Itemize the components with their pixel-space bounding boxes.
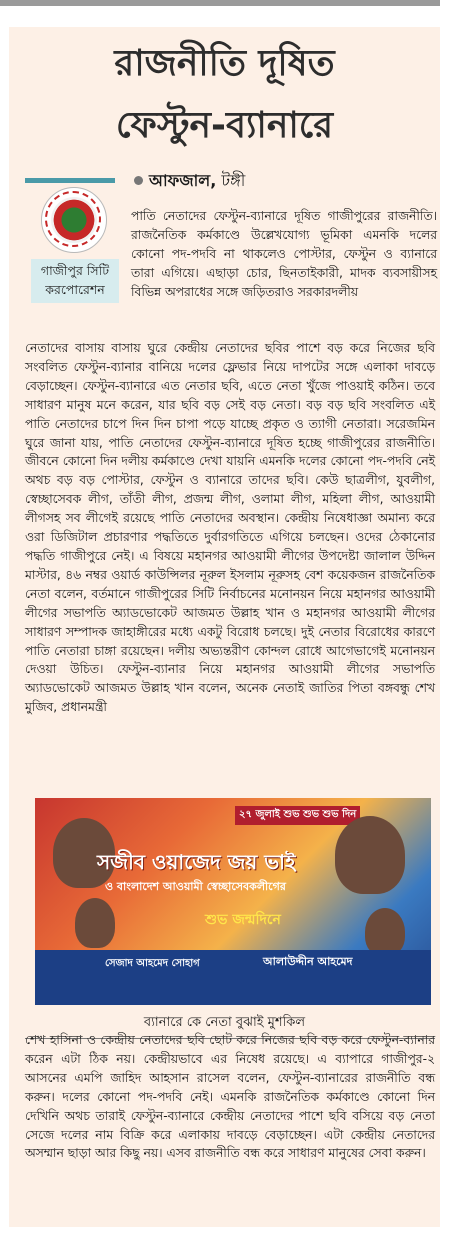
news-clipping — [9, 27, 440, 1227]
logo-caption: গাজীপুর সিটি করপোরেশন — [31, 259, 119, 303]
banner-person-right — [335, 816, 405, 894]
banner-subtitle: ও বাংলাদেশ আওয়ামী স্বেচ্ছাসেবকলীগের — [105, 880, 286, 893]
banner-person-small — [75, 898, 115, 948]
byline — [134, 171, 245, 191]
banner-photo — [35, 798, 431, 1005]
photo-caption: ব্যানারে কে নেতা বুঝাই মুশকিল — [143, 1015, 306, 1030]
author-location: টঙ্গী — [221, 171, 246, 190]
banner-greeting: শুভ জন্মদিনে — [205, 912, 281, 928]
author-name: আফজাল, — [149, 171, 217, 190]
bullet-dot-icon — [134, 176, 143, 185]
byline-accent-bar — [25, 178, 115, 183]
top-rule — [0, 0, 440, 6]
article-intro: পাতি নেতাদের ফেস্টুন-ব্যানারে দূষিত গাজীপুরের রাজনীতি। রাজনৈতিক কর্মকাণ্ডে উল্লেখযোগ্য ভূমিকা এমনকি দলের কোনো পদ-পদবি না থাকলেও পোস্টার, ফেস্টুন ও ব্যানারে তারা এগিয়ে। এছাড়া চোর, ছিনতাইকারী, মাদক ব্যবসায়ীসহ বিভিন্ন অপরাধের সঙ্গে জড়িতরাও সরকারদলীয় — [131, 209, 437, 299]
headline-line-2: ফেস্টুন-ব্যানারে — [115, 105, 334, 146]
banner-date: ২৭ জুলাই শুভ শুভ শুভ দিন — [235, 806, 360, 825]
banner-person-small — [365, 908, 405, 956]
logo-emblem — [51, 197, 97, 243]
banner-name-right: আলাউদ্দীন আহমেদ — [263, 955, 353, 968]
banner-name-strip — [35, 950, 431, 1005]
banner-name-left: সেজাদ আহমেদ সোহাগ — [105, 958, 200, 969]
article-continuation: শেখ হাসিনা ও কেন্দ্রীয় নেতাদের ছবি ছোট করে নিজের ছবি বড় করে ফেস্টুন-ব্যানার করেন এটা ঠিক নয়। কেন্দ্রীয়ভাবে এর নিষেধ রয়েছে। এ ব্যাপারে গাজীপুর-২ আসনের এমপি জাহিদ আহসান রাসেল বলেন, ফেস্টুন-ব্যানারের রাজনীতি বন্ধ করুন। দলের কোনো পদ-পদবি নেই। এমনকি রাজনৈতিক কর্মকাণ্ডে কোনো দিন দেখিনি অথচ তারাই ফেস্টুন-ব্যানারে কেন্দ্রীয় নেতাদের পাশে ছবি বসিয়ে বড় নেতা সেজে দলের নাম বিক্রি করে এলাকায় দাবড়ে বেড়াচ্ছেন। এটা কেন্দ্রীয় নেতাদের অসম্মান ছাড়া আর কিছু নয়। এসব রাজনীতি বন্ধ করে সাধারণ মানুষের সেবা করুন। — [25, 1033, 435, 1161]
gazipur-city-corporation-logo-icon — [41, 187, 107, 253]
article-body: নেতাদের বাসায় বাসায় ঘুরে কেন্দ্রীয় নেতাদের ছবির পাশে বড় করে নিজের ছবি সংবলিত ফেস্টুন-ব্যানার বানিয়ে দলের ফ্লেভার নিয়ে দাপটের সঙ্গে এলাকা দাবড়ে বেড়াচ্ছেন। ফেস্টুন-ব্যানারে এত নেতার ছবি, এতে নেতা খুঁজে পাওয়াই কঠিন। তবে সাধারণ মানুষ মনে করেন, যার ছবি বড় সেই বড় নেতা। বড় বড় ছবি সংবলিত এই পাতি নেতাদের চাপে দিন দিন চাপা পড়ে যাচ্ছে প্রকৃত ও ত্যাগী নেতারা। সরেজমিন ঘুরে জানা যায়, পাতি নেতাদের ফেস্টুন-ব্যানারে দূষিত হচ্ছে গাজীপুরের রাজনীতি। জীবনে কোনো দিন দলীয় কর্মকাণ্ডে দেখা যায়নি এমনকি দলের কোনো পদ-পদবি নেই অথচ বড় বড় পোস্টার, ফেস্টুন ও ব্যানারে তাদের ছবি। কেউ ছাত্রলীগ, যুবলীগ, স্বেচ্ছাসেবক লীগ, তাঁতী লীগ, প্রজন্ম লীগ, ওলামা লীগ, মহিলা লীগ, আওয়ামী লীগসহ সব লীগেই রয়েছে পাতি নেতাদের অবস্থান। কেন্দ্রীয় নিষেধাজ্ঞা অমান্য করে ওরা ডিজিটাল প্রচারণার পদ্ধতিতে দুর্বারগতিতে এগিয়ে চলছেন। ওদের ঠেকানোর পদ্ধতি গাজীপুরে নেই। এ বিষয়ে মহানগর আওয়ামী লীগের উপদেষ্টা জালাল উদ্দিন মাস্টার, ৪৬ নম্বর ওয়ার্ড কাউন্সিলর নূরুল ইসলাম নূরুসহ বেশ কয়েকজন রাজনৈতিক নেতা বলেন, বর্তমানে গাজীপুরের সিটি নির্বাচনের মনোনয়ন নিয়ে মহানগর আওয়ামী লীগের সভাপতি অ্যাডভোকেট আজমত উল্লাহ খান ও মহানগর আওয়ামী লীগের সাধারণ সম্পাদক জাহাঙ্গীরের মধ্যে একটু বিরোধ চলছে। দুই নেতার বিরোধের কারণে পাতি নেতারা চাঙ্গা রয়েছেন। দলীয় অভ্যন্তরীণ কোন্দল রোধে আগেভাগেই মনোনয়ন দেওয়া উচিত। ফেস্টুন-ব্যানার নিয়ে মহানগর আওয়ামী লীগের সভাপতি অ্যাডভোকেট আজমত উল্লাহ খান বলেন, অনেক নেতাই জাতির পিতা বঙ্গবন্ধু শেখ মুজিব, প্রধানমন্ত্রী — [25, 341, 435, 715]
banner-main-name: সজীব ওয়াজেদ জয় ভাই — [97, 850, 296, 874]
headline-line-1: রাজনীতি দূষিত — [114, 43, 335, 84]
